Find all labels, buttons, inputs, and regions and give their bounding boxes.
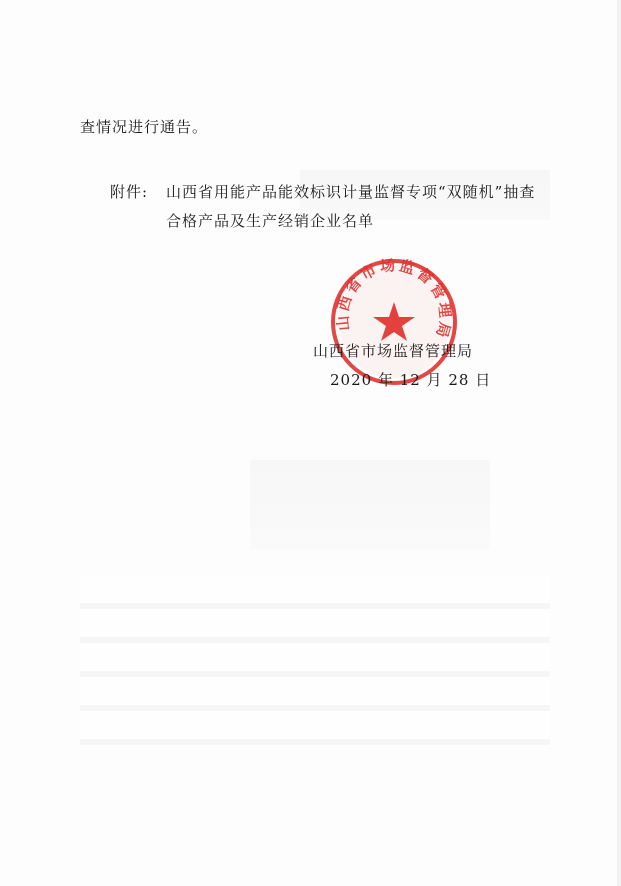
svg-text:山西省市场监督管理局: 山西省市场监督管理局 [333,256,455,343]
page-edge [617,0,621,886]
attachment-title-line-2: 合格产品及生产经销企业名单 [166,212,375,230]
signature-date: 2020 年 12 月 28 日 [330,371,492,389]
attachment-label: 附件: [110,183,149,201]
attachment-title-line-1: 山西省用能产品能效标识计量监督专项“双随机”抽查 [166,183,536,201]
signature-organization: 山西省市场监督管理局 [313,342,474,360]
body-line-1: 查情况进行通告。 [80,118,209,136]
